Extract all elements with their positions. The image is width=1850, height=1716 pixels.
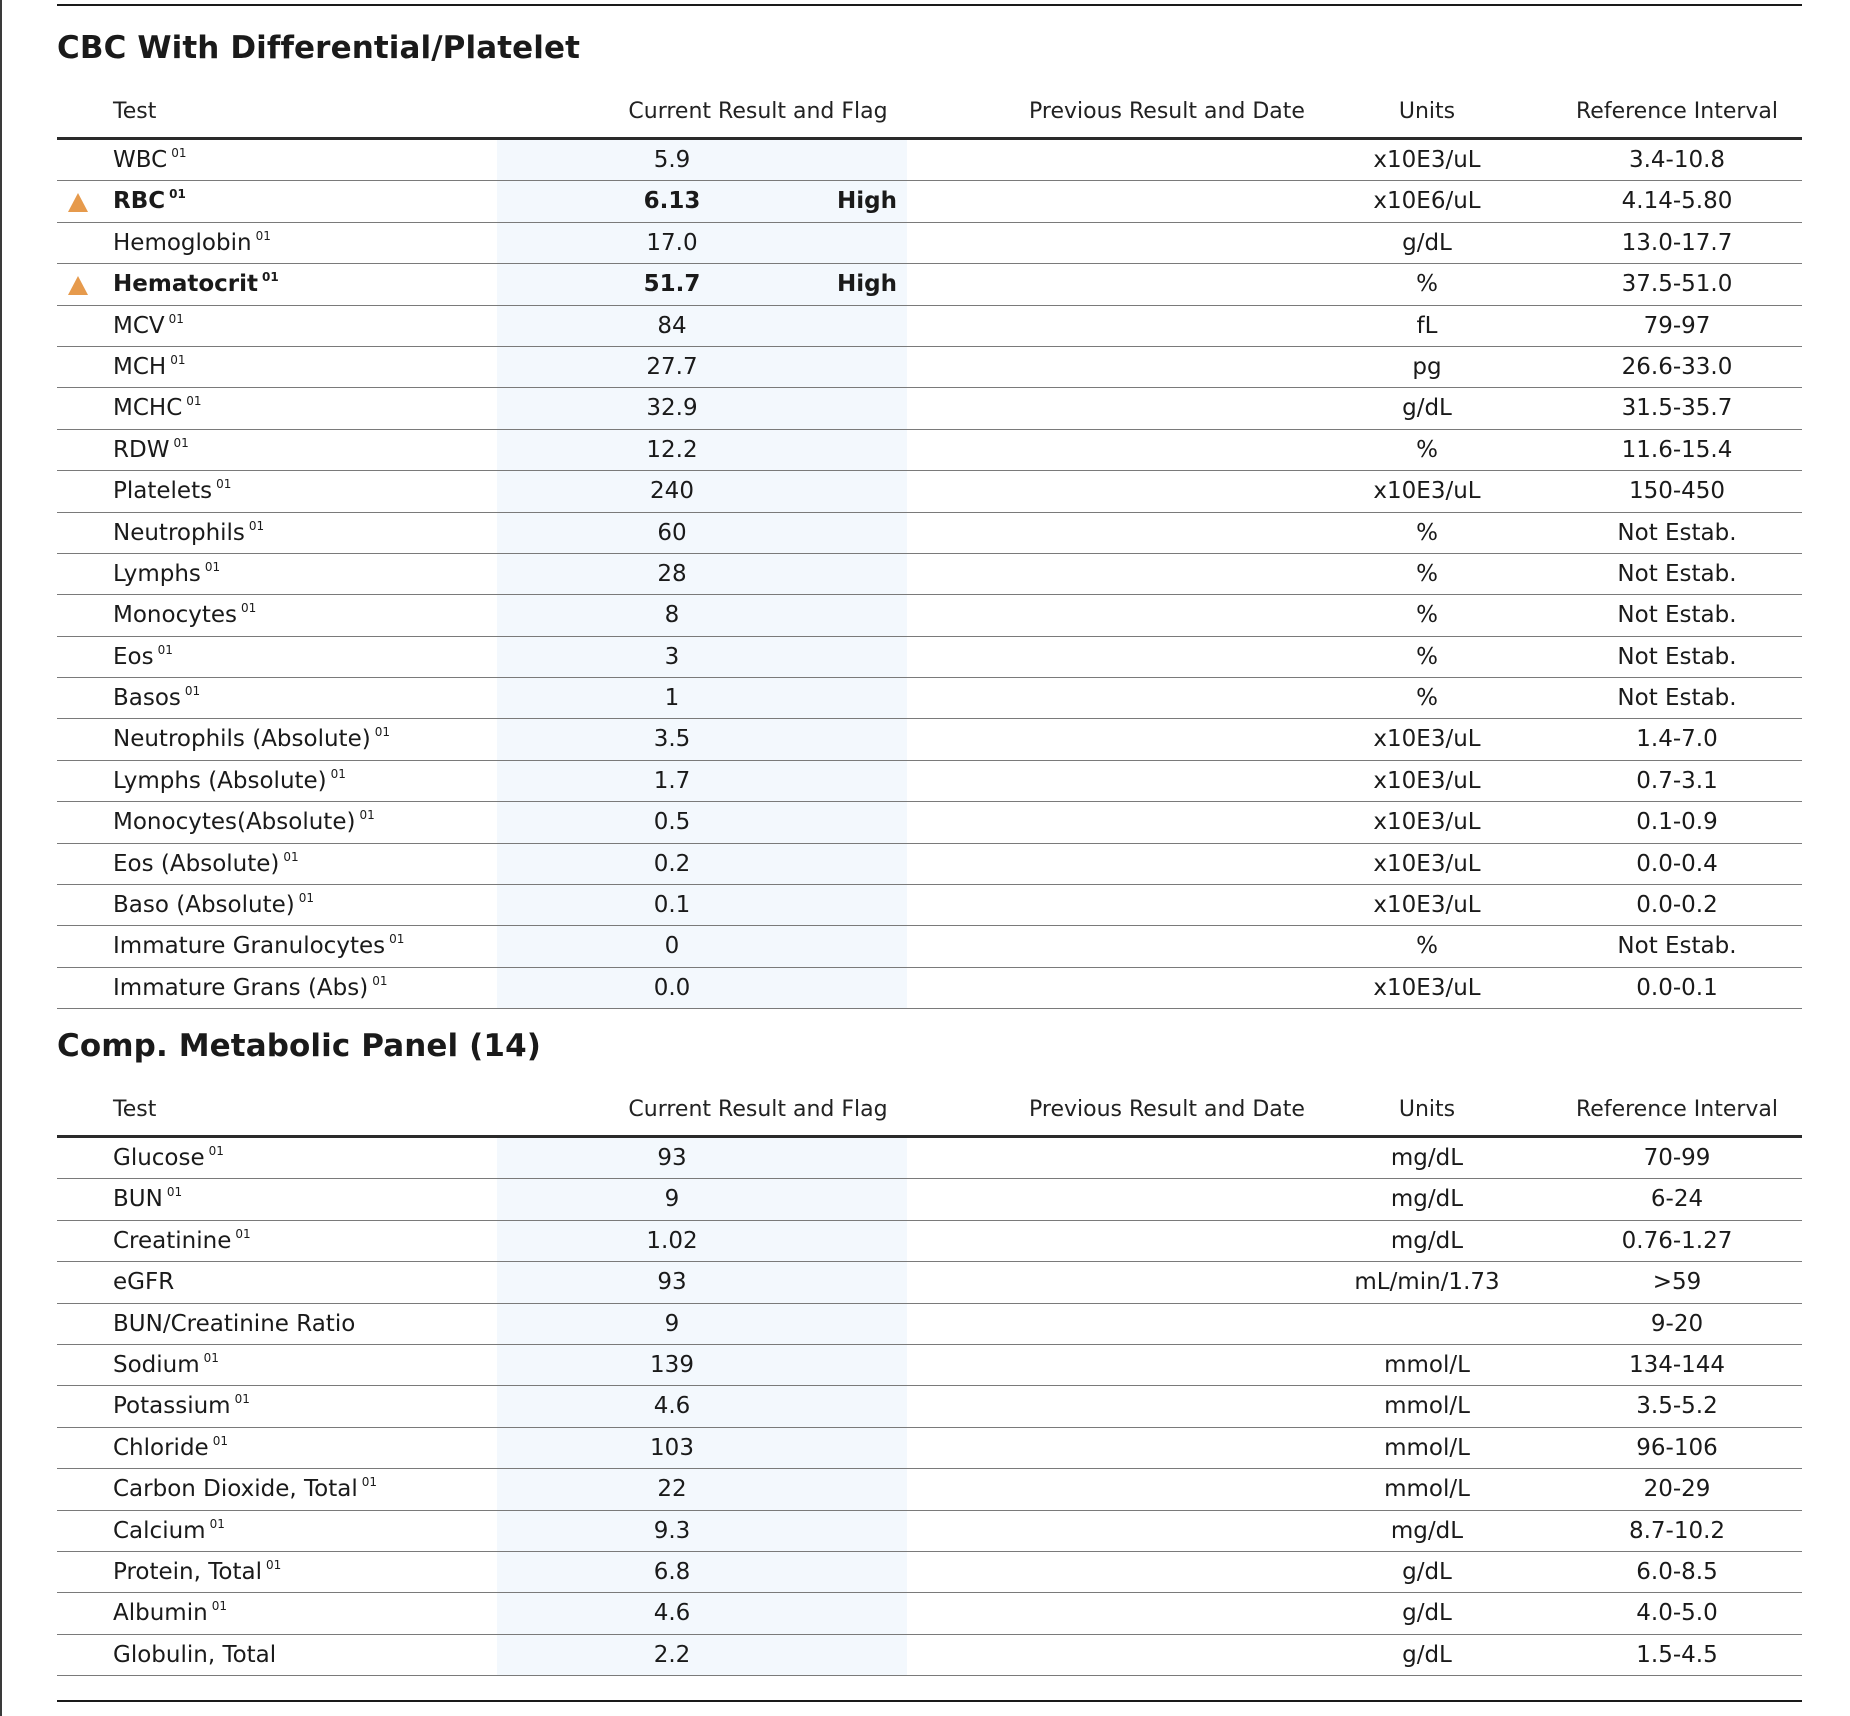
test-name-cell xyxy=(113,230,271,256)
current-result: 84 xyxy=(657,312,687,339)
units: x10E3/uL xyxy=(1373,974,1481,1001)
units: % xyxy=(1416,560,1438,587)
lab-footnote-marker: 01 xyxy=(184,684,201,699)
test-name-cell xyxy=(113,892,314,918)
reference-interval: 0.1-0.9 xyxy=(1636,809,1718,836)
header-test: Test xyxy=(113,1097,157,1122)
reference-interval: 6-24 xyxy=(1650,1186,1704,1213)
lab-footnote-marker: 01 xyxy=(212,1433,228,1448)
test-name: BUN xyxy=(113,1186,163,1213)
lab-footnote-marker: 01 xyxy=(186,394,202,409)
header-reference-interval: Reference Interval xyxy=(1575,1097,1779,1122)
current-result: 0.5 xyxy=(653,809,691,836)
test-name: Creatinine xyxy=(113,1227,232,1254)
lab-footnote-marker: 01 xyxy=(157,642,173,657)
table-row xyxy=(57,1635,1802,1676)
current-result: 1.7 xyxy=(653,767,691,794)
table-row xyxy=(57,430,1802,471)
test-name: Potassium xyxy=(113,1393,231,1420)
units: mg/dL xyxy=(1390,1517,1464,1544)
table-header xyxy=(57,88,1802,140)
test-name: Neutrophils xyxy=(113,519,245,546)
table-row xyxy=(57,140,1802,181)
lab-footnote-marker: 01 xyxy=(262,270,279,285)
reference-interval: Not Estab. xyxy=(1617,685,1737,712)
table-row xyxy=(57,181,1802,222)
table-header xyxy=(57,1086,1802,1138)
table-row xyxy=(57,1593,1802,1634)
current-result: 2.2 xyxy=(653,1641,691,1668)
current-result: 1.02 xyxy=(646,1227,698,1254)
test-name: Monocytes xyxy=(113,602,237,629)
table-row xyxy=(57,264,1802,305)
current-result: 60 xyxy=(657,519,687,546)
lab-footnote-marker: 01 xyxy=(298,891,314,906)
current-result: 9 xyxy=(664,1186,680,1213)
section-title: Comp. Metabolic Panel (14) xyxy=(57,1028,542,1064)
units: % xyxy=(1416,436,1438,463)
lab-footnote-marker: 01 xyxy=(359,808,375,823)
lab-footnote-marker: 01 xyxy=(169,187,186,202)
test-name-cell xyxy=(113,851,299,877)
result-flag: High xyxy=(837,188,897,215)
test-name-cell xyxy=(113,1393,250,1419)
lab-footnote-marker: 01 xyxy=(204,559,221,574)
table-row xyxy=(57,1179,1802,1220)
table-row xyxy=(57,595,1802,636)
table-row xyxy=(57,223,1802,264)
reference-interval: Not Estab. xyxy=(1617,933,1737,960)
reference-interval: 8.7-10.2 xyxy=(1628,1517,1726,1544)
current-result: 0.1 xyxy=(653,892,691,919)
current-result: 17.0 xyxy=(646,229,698,256)
test-name-cell xyxy=(113,354,185,380)
header-units: Units xyxy=(1398,1097,1456,1122)
reference-interval: >59 xyxy=(1652,1269,1702,1296)
lab-footnote-marker: 01 xyxy=(171,146,187,160)
table-row xyxy=(57,844,1802,885)
units: fL xyxy=(1416,312,1438,339)
table-row xyxy=(57,719,1802,760)
test-name: BUN/Creatinine Ratio xyxy=(113,1310,356,1337)
table-row xyxy=(57,1221,1802,1262)
reference-interval: 9-20 xyxy=(1650,1310,1704,1337)
reference-interval: 0.76-1.27 xyxy=(1621,1227,1733,1254)
units: mg/dL xyxy=(1390,1145,1464,1171)
test-name: Glucose xyxy=(113,1145,205,1171)
reference-interval: 96-106 xyxy=(1636,1434,1718,1461)
test-name: Immature Grans (Abs) xyxy=(113,974,369,1001)
reference-interval: 0.0-0.2 xyxy=(1636,892,1718,919)
test-name-cell xyxy=(113,313,184,339)
reference-interval: 20-29 xyxy=(1643,1476,1711,1503)
current-result: 0 xyxy=(664,933,680,960)
reference-interval: 6.0-8.5 xyxy=(1636,1558,1718,1585)
lab-footnote-marker: 01 xyxy=(235,1226,251,1241)
test-name-cell xyxy=(113,1186,182,1212)
test-name: Eos (Absolute) xyxy=(113,850,280,877)
current-result: 22 xyxy=(657,1476,687,1503)
current-result: 103 xyxy=(650,1434,694,1461)
current-result: 12.2 xyxy=(646,436,698,463)
test-name: Calcium xyxy=(113,1517,206,1544)
current-result: 139 xyxy=(650,1351,694,1378)
test-name-cell xyxy=(113,395,202,421)
lab-footnote-marker: 01 xyxy=(361,1475,378,1490)
warning-triangle-icon xyxy=(68,276,88,295)
current-result: 93 xyxy=(657,1269,687,1296)
test-name-cell xyxy=(113,478,231,504)
test-name: Lymphs (Absolute) xyxy=(113,767,327,794)
reference-interval: 79-97 xyxy=(1643,312,1711,339)
units: g/dL xyxy=(1402,1600,1452,1627)
reference-interval: 13.0-17.7 xyxy=(1621,229,1733,256)
test-name: Carbon Dioxide, Total xyxy=(113,1476,358,1503)
test-name: Monocytes(Absolute) xyxy=(113,809,356,836)
units: x10E3/uL xyxy=(1373,726,1481,753)
test-name: Sodium xyxy=(113,1351,200,1378)
test-name: Hematocrit xyxy=(113,271,258,298)
units: g/dL xyxy=(1402,1641,1452,1668)
reference-interval: 150-450 xyxy=(1628,478,1726,505)
test-name: RDW xyxy=(113,436,170,463)
current-result: 9 xyxy=(664,1310,680,1337)
lab-footnote-marker: 01 xyxy=(330,766,346,781)
units: pg xyxy=(1412,353,1442,380)
current-result: 3.5 xyxy=(653,726,691,753)
current-result: 27.7 xyxy=(646,353,698,380)
current-result: 0.2 xyxy=(653,850,691,877)
current-result: 4.6 xyxy=(653,1600,691,1627)
current-result: 93 xyxy=(657,1145,687,1171)
test-name-cell xyxy=(113,975,387,1001)
lab-footnote-marker: 01 xyxy=(216,477,232,492)
lab-footnote-marker: 01 xyxy=(374,725,390,740)
lab-footnote-marker: 01 xyxy=(389,932,405,947)
current-result: 51.7 xyxy=(643,271,701,298)
header-current-result: Current Result and Flag xyxy=(628,1097,888,1122)
test-name-cell xyxy=(113,1559,281,1585)
table-body xyxy=(57,140,1802,1009)
reference-interval: 26.6-33.0 xyxy=(1621,353,1733,380)
units: mmol/L xyxy=(1384,1434,1470,1461)
reference-interval: 31.5-35.7 xyxy=(1621,395,1733,422)
units: mmol/L xyxy=(1384,1476,1470,1503)
result-flag: High xyxy=(837,271,897,298)
units: mg/dL xyxy=(1390,1227,1464,1254)
reference-interval: 70-99 xyxy=(1643,1145,1711,1171)
test-name-cell xyxy=(113,685,200,711)
units: mmol/L xyxy=(1384,1393,1470,1420)
test-name-cell xyxy=(113,1269,174,1295)
reference-interval: 0.0-0.1 xyxy=(1636,974,1718,1001)
test-name: MCV xyxy=(113,312,165,339)
test-name: Neutrophils (Absolute) xyxy=(113,726,371,753)
units: x10E3/uL xyxy=(1373,809,1481,836)
units: mg/dL xyxy=(1390,1186,1464,1213)
units: x10E3/uL xyxy=(1373,767,1481,794)
table-row xyxy=(57,1428,1802,1469)
reference-interval: Not Estab. xyxy=(1617,602,1737,629)
table-row xyxy=(57,761,1802,802)
reference-interval: Not Estab. xyxy=(1617,643,1737,670)
units: % xyxy=(1416,271,1438,298)
table-row xyxy=(57,1511,1802,1552)
lab-footnote-marker: 01 xyxy=(208,1144,224,1158)
units: % xyxy=(1416,643,1438,670)
table-row xyxy=(57,1345,1802,1386)
test-name-cell xyxy=(113,644,173,670)
table-row xyxy=(57,926,1802,967)
units: x10E6/uL xyxy=(1373,188,1481,215)
reference-interval: Not Estab. xyxy=(1617,519,1737,546)
results-table xyxy=(57,1086,1802,1676)
test-name-cell xyxy=(113,1600,227,1626)
current-result: 9.3 xyxy=(653,1517,691,1544)
reference-interval: 4.0-5.0 xyxy=(1636,1600,1718,1627)
current-result: 4.6 xyxy=(653,1393,691,1420)
reference-interval: 0.0-0.4 xyxy=(1636,850,1718,877)
units: mL/min/1.73 xyxy=(1354,1269,1500,1296)
table-row xyxy=(57,678,1802,719)
test-name: Platelets xyxy=(113,478,213,505)
table-row xyxy=(57,637,1802,678)
lab-footnote-marker: 01 xyxy=(234,1392,250,1407)
table-row xyxy=(57,885,1802,926)
test-name-cell xyxy=(113,147,186,173)
current-result: 5.9 xyxy=(653,147,691,173)
test-name-cell xyxy=(113,1476,377,1502)
header-reference-interval: Reference Interval xyxy=(1575,99,1779,124)
lab-footnote-marker: 01 xyxy=(170,352,186,367)
test-name-cell xyxy=(113,188,186,214)
units: x10E3/uL xyxy=(1373,892,1481,919)
current-result: 8 xyxy=(664,602,680,629)
table-row xyxy=(57,1138,1802,1179)
test-name-cell xyxy=(113,726,390,752)
section-title: CBC With Differential/Platelet xyxy=(57,30,581,66)
current-result: 6.8 xyxy=(653,1558,691,1585)
lab-footnote-marker: 01 xyxy=(372,973,388,988)
reference-interval: 37.5-51.0 xyxy=(1621,271,1733,298)
header-current-result: Current Result and Flag xyxy=(628,99,888,124)
table-row xyxy=(57,347,1802,388)
test-name-cell xyxy=(113,1228,251,1254)
test-name-cell xyxy=(113,602,256,628)
current-result: 240 xyxy=(650,478,694,505)
lab-footnote-marker: 01 xyxy=(168,311,184,326)
lab-footnote-marker: 01 xyxy=(248,518,265,533)
top-rule xyxy=(57,4,1802,6)
lab-footnote-marker: 01 xyxy=(211,1599,227,1614)
units: g/dL xyxy=(1402,229,1452,256)
test-name: WBC xyxy=(113,147,168,173)
units: % xyxy=(1416,602,1438,629)
test-name-cell xyxy=(113,437,189,463)
test-name: Eos xyxy=(113,643,154,670)
reference-interval: 4.14-5.80 xyxy=(1621,188,1733,215)
test-name-cell xyxy=(113,520,264,546)
lab-footnote-marker: 01 xyxy=(255,228,271,243)
reference-interval: Not Estab. xyxy=(1617,560,1737,587)
test-name-cell xyxy=(113,1642,276,1668)
table-row xyxy=(57,1386,1802,1427)
header-previous-result: Previous Result and Date xyxy=(1029,1097,1305,1122)
test-name: MCH xyxy=(113,353,167,380)
test-name: RBC xyxy=(113,188,166,215)
current-result: 6.13 xyxy=(643,188,701,215)
test-name: Immature Granulocytes xyxy=(113,933,386,960)
test-name: Lymphs xyxy=(113,560,201,587)
test-name: Protein, Total xyxy=(113,1558,262,1585)
units: x10E3/uL xyxy=(1373,850,1481,877)
results-table xyxy=(57,88,1802,1009)
test-name-cell xyxy=(113,768,346,794)
test-name-cell xyxy=(113,1352,219,1378)
table-row xyxy=(57,968,1802,1009)
reference-interval: 3.4-10.8 xyxy=(1628,147,1726,173)
reference-interval: 3.5-5.2 xyxy=(1636,1393,1718,1420)
units: g/dL xyxy=(1402,1558,1452,1585)
bottom-rule xyxy=(57,1700,1802,1702)
lab-footnote-marker: 01 xyxy=(209,1516,225,1531)
current-result: 3 xyxy=(664,643,680,670)
reference-interval: 11.6-15.4 xyxy=(1621,436,1733,463)
test-name: eGFR xyxy=(113,1269,175,1296)
test-name: Basos xyxy=(113,685,181,712)
header-previous-result: Previous Result and Date xyxy=(1029,99,1305,124)
current-result: 0.0 xyxy=(653,974,691,1001)
test-name: MCHC xyxy=(113,395,183,422)
test-name-cell xyxy=(113,933,404,959)
lab-footnote-marker: 01 xyxy=(283,849,299,864)
test-name: Albumin xyxy=(113,1600,208,1627)
current-result: 32.9 xyxy=(646,395,698,422)
lab-footnote-marker: 01 xyxy=(265,1557,282,1572)
units: x10E3/uL xyxy=(1373,478,1481,505)
units: % xyxy=(1416,685,1438,712)
lab-footnote-marker: 01 xyxy=(166,1185,183,1200)
units: x10E3/uL xyxy=(1373,147,1481,173)
table-row xyxy=(57,471,1802,512)
units: % xyxy=(1416,519,1438,546)
test-name-cell xyxy=(113,271,279,297)
test-name-cell xyxy=(113,1145,224,1171)
test-name-cell xyxy=(113,1518,225,1544)
header-test: Test xyxy=(113,99,157,124)
table-row xyxy=(57,388,1802,429)
units: g/dL xyxy=(1402,395,1452,422)
lab-footnote-marker: 01 xyxy=(203,1350,219,1365)
table-row xyxy=(57,554,1802,595)
lab-footnote-marker: 01 xyxy=(240,601,257,616)
table-row xyxy=(57,306,1802,347)
current-result: 28 xyxy=(657,560,687,587)
test-name-cell xyxy=(113,1435,228,1461)
test-name: Chloride xyxy=(113,1434,209,1461)
table-row xyxy=(57,1262,1802,1303)
table-body xyxy=(57,1138,1802,1676)
table-row xyxy=(57,1469,1802,1510)
test-name-cell xyxy=(113,1311,355,1337)
units: mmol/L xyxy=(1384,1351,1470,1378)
reference-interval: 1.4-7.0 xyxy=(1636,726,1718,753)
page-left-border xyxy=(0,0,2,1716)
lab-footnote-marker: 01 xyxy=(173,435,189,450)
reference-interval: 1.5-4.5 xyxy=(1636,1641,1718,1668)
test-name: Hemoglobin xyxy=(113,229,252,256)
header-units: Units xyxy=(1398,99,1456,124)
test-name-cell xyxy=(113,561,220,587)
current-result: 1 xyxy=(664,685,680,712)
reference-interval: 134-144 xyxy=(1628,1351,1726,1378)
test-name: Globulin, Total xyxy=(113,1641,277,1668)
reference-interval: 0.7-3.1 xyxy=(1636,767,1718,794)
table-row xyxy=(57,1552,1802,1593)
table-row xyxy=(57,513,1802,554)
units: % xyxy=(1416,933,1438,960)
test-name: Baso (Absolute) xyxy=(113,892,295,919)
warning-triangle-icon xyxy=(68,193,88,212)
table-row xyxy=(57,802,1802,843)
table-row xyxy=(57,1304,1802,1345)
test-name-cell xyxy=(113,809,375,835)
